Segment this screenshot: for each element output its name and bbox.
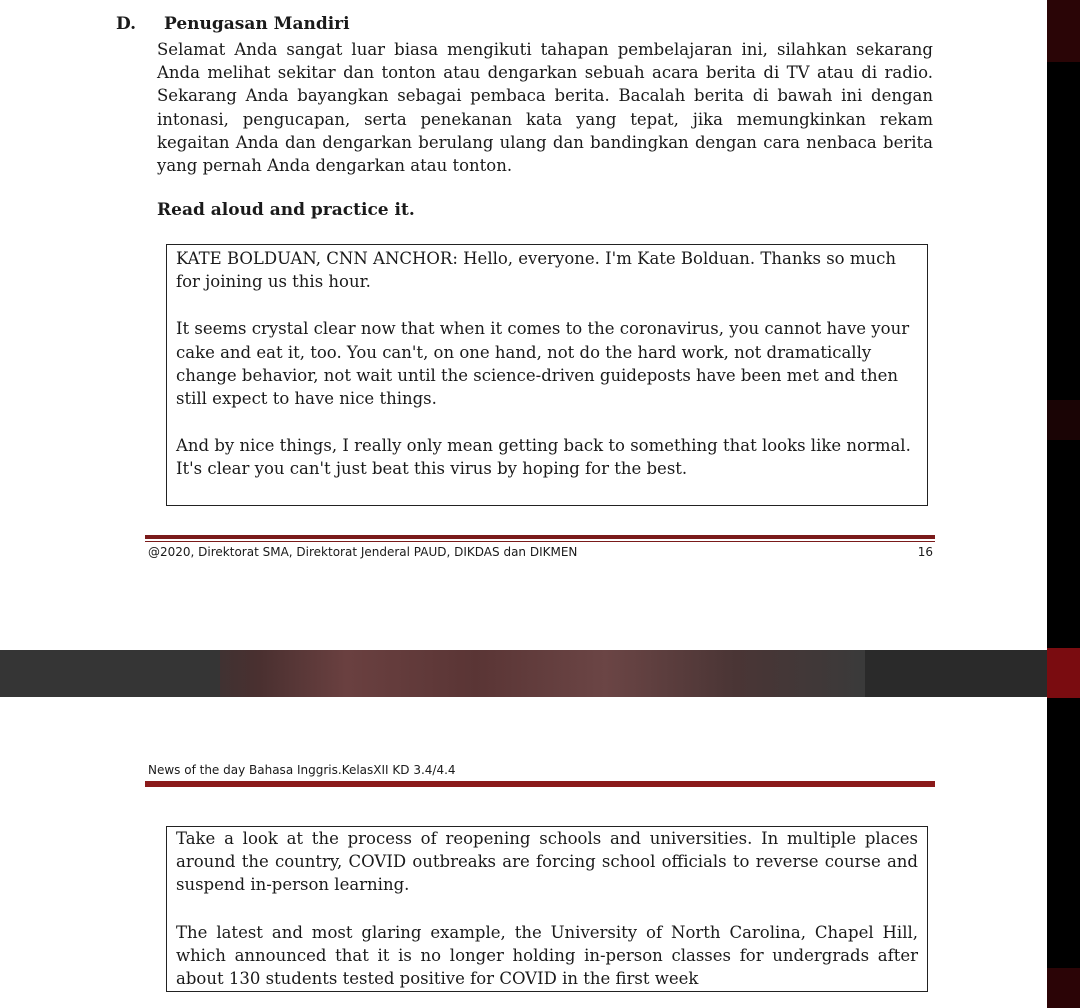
instruction-heading: Read aloud and practice it.	[157, 200, 415, 220]
footer-copyright: @2020, Direktorat SMA, Direktorat Jenderal PAUD, DIKDAS dan DIKMEN	[148, 545, 578, 559]
footer-rule	[145, 535, 935, 539]
section-letter: D.	[116, 14, 137, 34]
news-text-box-1	[166, 244, 928, 506]
right-edge-strip	[1047, 0, 1080, 1008]
news-text-box-2	[166, 826, 928, 992]
section-title: Penugasan Mandiri	[164, 14, 350, 34]
header-rule	[145, 781, 935, 787]
news-paragraph: And by nice things, I really only mean getting back to something that looks like normal. It's clear you can't just beat this virus by hoping for the best.	[176, 436, 911, 479]
running-header: News of the day Bahasa Inggris.KelasXII KD 3.4/4.4	[148, 763, 456, 777]
news-paragraph: The latest and most glaring example, the University of North Carolina, Chapel Hill, which announced that it is no longer holding in-person classes for undergrads after about 130 students tested positive for COVID in the first week	[176, 922, 918, 989]
news-paragraph: KATE BOLDUAN, CNN ANCHOR: Hello, everyone. I'm Kate Bolduan. Thanks so much for joining us this hour.	[176, 249, 896, 292]
page-gap-photo	[0, 650, 1047, 697]
intro-paragraph: Selamat Anda sangat luar biasa mengikuti tahapan pembelajaran ini, silahkan sekarang Anda melihat sekitar dan tonton atau dengarkan sebuah acara berita di TV atau di radio. Sekarang Anda bayangkan sebagai pembaca berita. Bacalah berita di bawah ini dengan intonasi, pengucapan, serta penekanan kata yang tepat, jika memungkinkan rekam kegaitan Anda dan dengarkan berulang ulang dan bandingkan dengan cara nenbaca berita yang pernah Anda dengarkan atau tonton.	[157, 40, 933, 176]
news-paragraph: It seems crystal clear now that when it comes to the coronavirus, you cannot have your cake and eat it, too. You can't, on one hand, not do the hard work, not dramatically change behavior, not wait until the science-driven guideposts have been met and then still expect to have nice things.	[176, 319, 910, 409]
footer-rule-thin	[145, 541, 935, 542]
photo-shadow	[0, 650, 220, 697]
news-paragraph: Take a look at the process of reopening schools and universities. In multiple places around the country, COVID outbreaks are forcing school officials to reverse course and suspend in-person learning.	[176, 829, 918, 895]
page-number: 16	[917, 545, 933, 559]
